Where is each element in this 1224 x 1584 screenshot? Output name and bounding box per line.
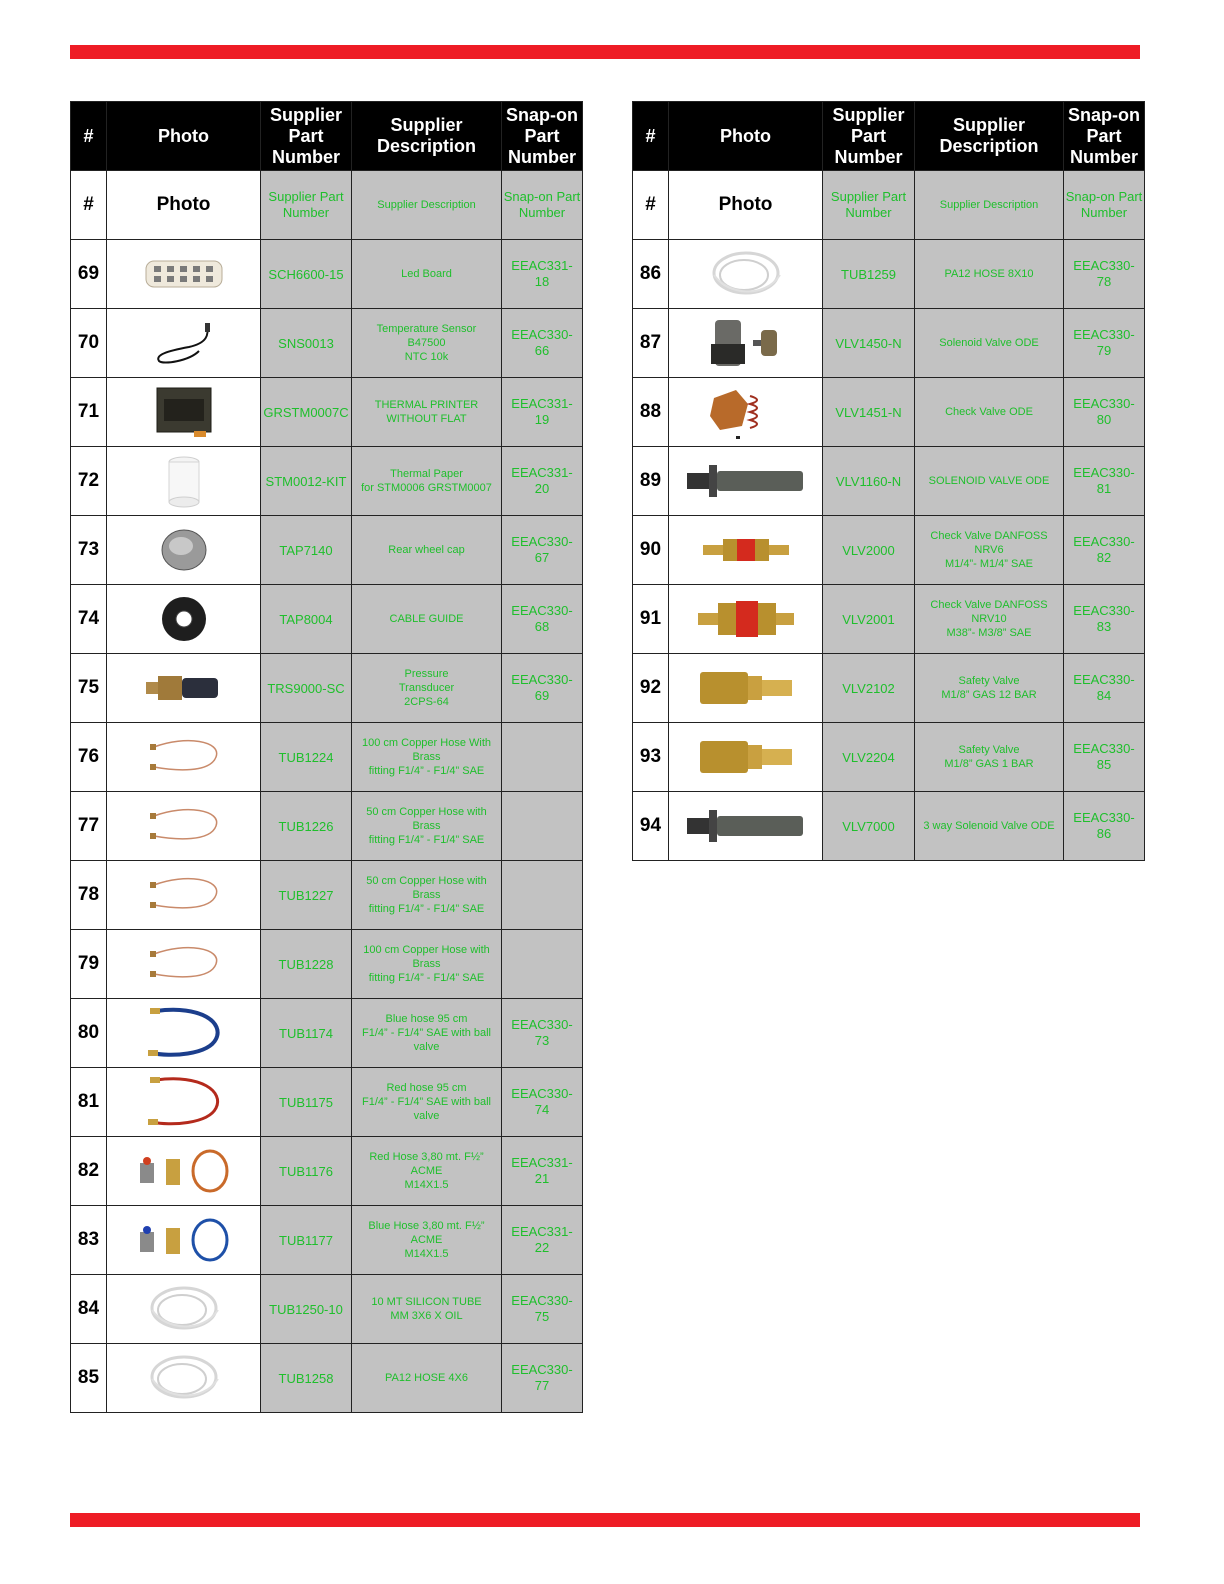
row-photo <box>669 309 823 378</box>
row-supplier-part-number: VLV2204 <box>823 723 915 792</box>
table-row <box>71 654 583 723</box>
row-photo <box>669 792 823 861</box>
row-photo <box>107 654 261 723</box>
row-snapon-part-number <box>502 930 583 999</box>
row-supplier-description: Led Board <box>352 240 502 309</box>
subheader-number: # <box>71 171 107 240</box>
row-supplier-part-number: VLV1160-N <box>823 447 915 516</box>
row-photo <box>669 654 823 723</box>
header-snapon-part-number: Snap-on Part Number <box>502 102 583 171</box>
danfoss-valve-small-icon <box>669 533 822 567</box>
row-snapon-part-number <box>502 723 583 792</box>
table-row <box>71 1068 583 1137</box>
row-snapon-part-number: EEAC330- 83 <box>1064 585 1145 654</box>
row-snapon-part-number <box>502 861 583 930</box>
table-row <box>633 240 1145 309</box>
row-supplier-part-number: TUB1258 <box>261 1344 352 1413</box>
row-photo <box>107 1137 261 1206</box>
row-number: 71 <box>71 378 107 447</box>
table-row <box>71 723 583 792</box>
row-snapon-part-number: EEAC330- 79 <box>1064 309 1145 378</box>
row-supplier-description: Safety Valve M1/8” GAS 1 BAR <box>915 723 1064 792</box>
row-supplier-description: 100 cm Copper Hose with Brass fitting F1/4” - F1/4” SAE <box>352 930 502 999</box>
table-row <box>71 792 583 861</box>
row-number: 78 <box>71 861 107 930</box>
row-supplier-description: THERMAL PRINTER WITHOUT FLAT <box>352 378 502 447</box>
check-valve-spring-icon <box>669 382 822 442</box>
table-row <box>633 447 1145 516</box>
row-supplier-part-number: VLV2102 <box>823 654 915 723</box>
row-supplier-part-number: GRSTM0007C <box>261 378 352 447</box>
wheel-cap-icon <box>107 528 260 572</box>
row-number: 70 <box>71 309 107 378</box>
table-row <box>633 309 1145 378</box>
table-row <box>633 378 1145 447</box>
row-snapon-part-number: EEAC331- 19 <box>502 378 583 447</box>
row-number: 81 <box>71 1068 107 1137</box>
red-hose-kit-icon <box>107 1145 260 1197</box>
header-number: # <box>71 102 107 171</box>
copper-hose-icon <box>107 806 260 846</box>
row-supplier-description: 10 MT SILICON TUBE MM 3X6 X OIL <box>352 1275 502 1344</box>
row-snapon-part-number: EEAC330- 74 <box>502 1068 583 1137</box>
row-number: 69 <box>71 240 107 309</box>
row-photo <box>669 447 823 516</box>
subheader-supplier-part-number: Supplier Part Number <box>261 171 352 240</box>
row-supplier-part-number: SCH6600-15 <box>261 240 352 309</box>
table-row <box>71 930 583 999</box>
table-row <box>71 378 583 447</box>
danfoss-valve-large-icon <box>669 597 822 641</box>
row-supplier-part-number: TUB1227 <box>261 861 352 930</box>
row-supplier-part-number: VLV2000 <box>823 516 915 585</box>
row-supplier-part-number: TRS9000-SC <box>261 654 352 723</box>
row-number: 72 <box>71 447 107 516</box>
row-supplier-description: Pressure Transducer 2CPS-64 <box>352 654 502 723</box>
row-photo <box>107 792 261 861</box>
silicon-tube-icon <box>107 1280 260 1338</box>
header-supplier-part-number: Supplier Part Number <box>823 102 915 171</box>
row-supplier-part-number: TUB1250-10 <box>261 1275 352 1344</box>
row-photo <box>107 447 261 516</box>
row-number: 86 <box>633 240 669 309</box>
table-row <box>71 240 583 309</box>
table-row <box>71 1206 583 1275</box>
row-supplier-description: Check Valve ODE <box>915 378 1064 447</box>
safety-valve-icon <box>669 735 822 779</box>
row-number: 79 <box>71 930 107 999</box>
subheader-snapon-part-number: Snap-on Part Number <box>502 171 583 240</box>
row-supplier-description: Check Valve DANFOSS NRV6 M1/4”- M1/4” SAE <box>915 516 1064 585</box>
table-row <box>71 516 583 585</box>
row-snapon-part-number: EEAC330- 69 <box>502 654 583 723</box>
table-header-row <box>633 102 1145 171</box>
parts-table-left <box>70 101 583 1413</box>
table-row <box>71 861 583 930</box>
solenoid-stem-icon <box>669 806 822 846</box>
row-supplier-part-number: VLV7000 <box>823 792 915 861</box>
header-supplier-part-number: Supplier Part Number <box>261 102 352 171</box>
row-supplier-description: 100 cm Copper Hose With Brass fitting F1/4” - F1/4” SAE <box>352 723 502 792</box>
row-photo <box>107 1275 261 1344</box>
row-snapon-part-number: EEAC330- 66 <box>502 309 583 378</box>
subheader-supplier-description: Supplier Description <box>915 171 1064 240</box>
bottom-accent-bar <box>70 1513 1140 1527</box>
row-photo <box>669 723 823 792</box>
thermal-printer-icon <box>107 385 260 439</box>
solenoid-stem-icon <box>669 461 822 501</box>
table-header-row <box>71 102 583 171</box>
row-number: 82 <box>71 1137 107 1206</box>
row-supplier-part-number: TUB1228 <box>261 930 352 999</box>
row-snapon-part-number: EEAC330- 77 <box>502 1344 583 1413</box>
row-supplier-description: Blue hose 95 cm F1/4” - F1/4” SAE with ball valve <box>352 999 502 1068</box>
table-row <box>71 309 583 378</box>
row-photo <box>107 1344 261 1413</box>
row-snapon-part-number: EEAC330- 81 <box>1064 447 1145 516</box>
led-board-icon <box>107 257 260 291</box>
header-photo: Photo <box>107 102 261 171</box>
row-supplier-description: 3 way Solenoid Valve ODE <box>915 792 1064 861</box>
silicon-tube-icon <box>107 1349 260 1407</box>
row-number: 88 <box>633 378 669 447</box>
row-snapon-part-number: EEAC330- 67 <box>502 516 583 585</box>
subheader-supplier-part-number: Supplier Part Number <box>823 171 915 240</box>
blue-hose-kit-icon <box>107 1214 260 1266</box>
row-number: 87 <box>633 309 669 378</box>
row-supplier-part-number: TUB1177 <box>261 1206 352 1275</box>
table-row <box>633 585 1145 654</box>
row-supplier-description: Safety Valve M1/8” GAS 12 BAR <box>915 654 1064 723</box>
subheader-photo: Photo <box>669 171 823 240</box>
subheader-number: # <box>633 171 669 240</box>
paper-roll-icon <box>107 454 260 508</box>
row-photo <box>669 378 823 447</box>
row-supplier-description: Red Hose 3,80 mt. F½” ACME M14X1.5 <box>352 1137 502 1206</box>
header-number: # <box>633 102 669 171</box>
row-number: 74 <box>71 585 107 654</box>
row-snapon-part-number: EEAC330- 80 <box>1064 378 1145 447</box>
row-photo <box>107 240 261 309</box>
subheader-supplier-description: Supplier Description <box>352 171 502 240</box>
row-photo <box>107 1068 261 1137</box>
row-number: 89 <box>633 447 669 516</box>
row-supplier-part-number: SNS0013 <box>261 309 352 378</box>
row-snapon-part-number: EEAC330- 78 <box>1064 240 1145 309</box>
table-row <box>71 585 583 654</box>
row-supplier-part-number: VLV1450-N <box>823 309 915 378</box>
row-supplier-description: Solenoid Valve ODE <box>915 309 1064 378</box>
row-photo <box>107 378 261 447</box>
blue-hose-icon <box>107 1003 260 1063</box>
row-supplier-description: 50 cm Copper Hose with Brass fitting F1/4” - F1/4” SAE <box>352 792 502 861</box>
row-snapon-part-number <box>502 792 583 861</box>
row-supplier-part-number: TUB1226 <box>261 792 352 861</box>
row-supplier-description: 50 cm Copper Hose with Brass fitting F1/4” - F1/4” SAE <box>352 861 502 930</box>
solenoid-valve-parts-icon <box>669 314 822 372</box>
row-supplier-part-number: TUB1175 <box>261 1068 352 1137</box>
row-number: 83 <box>71 1206 107 1275</box>
row-supplier-part-number: VLV1451-N <box>823 378 915 447</box>
row-supplier-part-number: TAP7140 <box>261 516 352 585</box>
table-row <box>71 1344 583 1413</box>
row-supplier-part-number: TUB1224 <box>261 723 352 792</box>
row-supplier-part-number: TUB1176 <box>261 1137 352 1206</box>
silicon-tube-icon <box>669 245 822 303</box>
subheader-photo: Photo <box>107 171 261 240</box>
row-photo <box>669 516 823 585</box>
row-supplier-description: Thermal Paper for STM0006 GRSTM0007 <box>352 447 502 516</box>
row-supplier-part-number: TUB1174 <box>261 999 352 1068</box>
row-supplier-description: Check Valve DANFOSS NRV10 M38”- M3/8” SAE <box>915 585 1064 654</box>
table-subheader-row <box>633 171 1145 240</box>
row-photo <box>669 240 823 309</box>
row-photo <box>107 723 261 792</box>
table-row <box>633 792 1145 861</box>
subheader-snapon-part-number: Snap-on Part Number <box>1064 171 1145 240</box>
row-snapon-part-number: EEAC330- 68 <box>502 585 583 654</box>
row-photo <box>107 516 261 585</box>
row-supplier-description: Temperature Sensor B47500 NTC 10k <box>352 309 502 378</box>
row-snapon-part-number: EEAC331- 22 <box>502 1206 583 1275</box>
table-row <box>71 1275 583 1344</box>
table-row <box>71 999 583 1068</box>
row-supplier-description: Red hose 95 cm F1/4” - F1/4” SAE with ball valve <box>352 1068 502 1137</box>
table-row <box>633 516 1145 585</box>
top-accent-bar <box>70 45 1140 59</box>
row-photo <box>107 999 261 1068</box>
table-row <box>71 1137 583 1206</box>
table-subheader-row <box>71 171 583 240</box>
row-snapon-part-number: EEAC331- 18 <box>502 240 583 309</box>
row-number: 90 <box>633 516 669 585</box>
row-number: 93 <box>633 723 669 792</box>
copper-hose-icon <box>107 944 260 984</box>
row-number: 75 <box>71 654 107 723</box>
safety-valve-icon <box>669 666 822 710</box>
row-snapon-part-number: EEAC330- 82 <box>1064 516 1145 585</box>
row-photo <box>107 1206 261 1275</box>
copper-hose-icon <box>107 737 260 777</box>
row-number: 80 <box>71 999 107 1068</box>
temperature-sensor-icon <box>107 321 260 365</box>
row-photo <box>107 585 261 654</box>
row-photo <box>669 585 823 654</box>
row-snapon-part-number: EEAC330- 75 <box>502 1275 583 1344</box>
row-supplier-description: PA12 HOSE 4X6 <box>352 1344 502 1413</box>
row-photo <box>107 930 261 999</box>
row-number: 77 <box>71 792 107 861</box>
row-number: 92 <box>633 654 669 723</box>
red-hose-icon <box>107 1072 260 1132</box>
row-snapon-part-number: EEAC330- 86 <box>1064 792 1145 861</box>
row-snapon-part-number: EEAC330- 84 <box>1064 654 1145 723</box>
row-supplier-part-number: VLV2001 <box>823 585 915 654</box>
row-number: 85 <box>71 1344 107 1413</box>
row-number: 94 <box>633 792 669 861</box>
row-snapon-part-number: EEAC331- 20 <box>502 447 583 516</box>
row-number: 73 <box>71 516 107 585</box>
row-photo <box>107 309 261 378</box>
cable-guide-icon <box>107 594 260 644</box>
header-supplier-description: Supplier Description <box>915 102 1064 171</box>
row-number: 76 <box>71 723 107 792</box>
row-snapon-part-number: EEAC330- 85 <box>1064 723 1145 792</box>
parts-table-right <box>632 101 1145 861</box>
table-row <box>633 723 1145 792</box>
header-snapon-part-number: Snap-on Part Number <box>1064 102 1145 171</box>
copper-hose-icon <box>107 875 260 915</box>
row-supplier-description: Blue Hose 3,80 mt. F½” ACME M14X1.5 <box>352 1206 502 1275</box>
header-photo: Photo <box>669 102 823 171</box>
row-supplier-description: SOLENOID VALVE ODE <box>915 447 1064 516</box>
row-number: 84 <box>71 1275 107 1344</box>
pressure-transducer-icon <box>107 670 260 706</box>
row-supplier-part-number: STM0012-KIT <box>261 447 352 516</box>
row-supplier-description: PA12 HOSE 8X10 <box>915 240 1064 309</box>
row-supplier-part-number: TAP8004 <box>261 585 352 654</box>
row-supplier-description: CABLE GUIDE <box>352 585 502 654</box>
row-snapon-part-number: EEAC330- 73 <box>502 999 583 1068</box>
row-supplier-description: Rear wheel cap <box>352 516 502 585</box>
row-number: 91 <box>633 585 669 654</box>
row-snapon-part-number: EEAC331- 21 <box>502 1137 583 1206</box>
table-row <box>71 447 583 516</box>
row-supplier-part-number: TUB1259 <box>823 240 915 309</box>
table-row <box>633 654 1145 723</box>
row-photo <box>107 861 261 930</box>
header-supplier-description: Supplier Description <box>352 102 502 171</box>
